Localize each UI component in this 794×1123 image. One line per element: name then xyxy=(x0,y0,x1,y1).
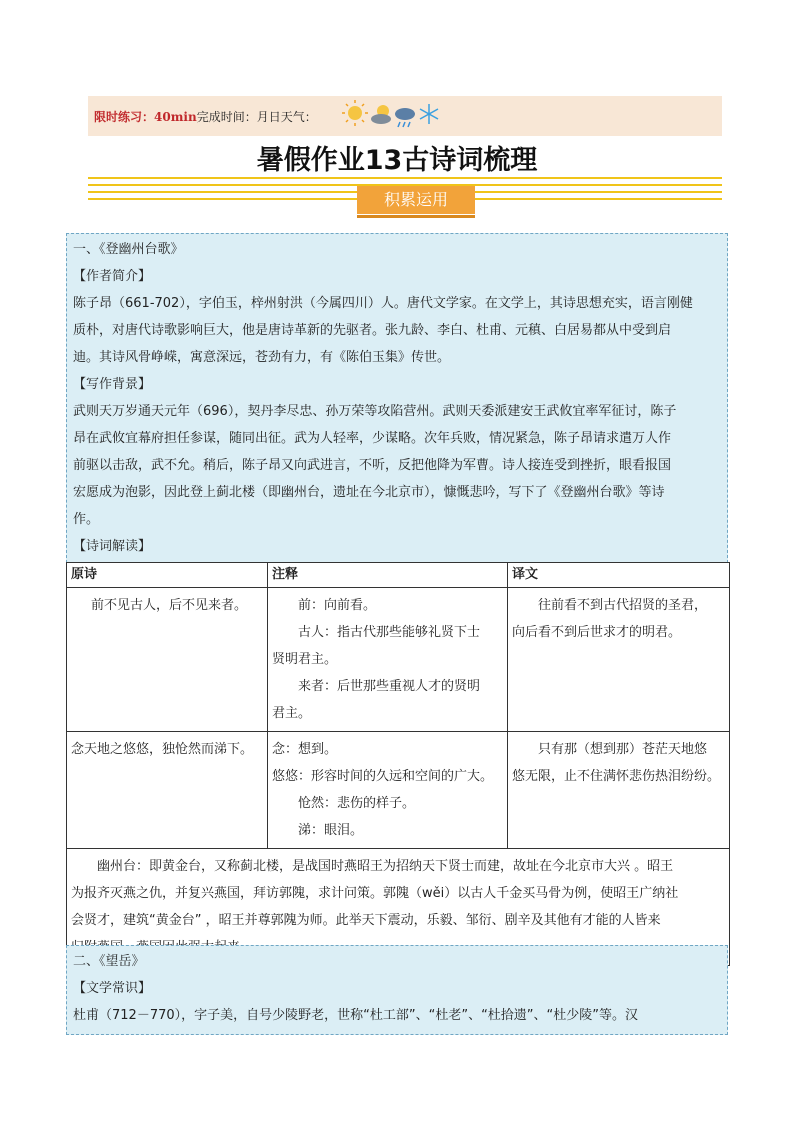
background-line: 武则天万岁通天元年（696），契丹李尽忠、孙万荣等攻陷营州。武则天委派建安王武攸宜率军征讨，陈子 xyxy=(73,404,677,419)
note-item: 悠悠：形容时间的久远和空间的广大。 xyxy=(272,769,494,784)
footnote-line: 为报齐灭燕之仇，并复兴燕国，拜访郭隗，求计问策。郭隗（wěi）以古人千金买马骨为例，使昭王广纳社 xyxy=(71,886,679,901)
note-item: 前：向前看。 xyxy=(298,598,377,613)
column-header: 注释 xyxy=(268,563,508,588)
background-line: 前驱以击敌，武不允。稍后，陈子昂又向武进言，不听，反把他降为军曹。诗人接连受到挫折，眼看报国 xyxy=(73,458,672,473)
author-heading: 【作者简介】 xyxy=(73,269,152,284)
snowflake-icon xyxy=(420,104,438,124)
partly-cloudy-icon xyxy=(371,105,391,124)
page-title: 暑假作业13古诗词梳理 xyxy=(256,145,538,176)
background-line: 昂在武攸宜幕府担任参谋，随同出征。武为人轻率，少谋略。次年兵败，情况紧急，陈子昂请求遣万人作 xyxy=(73,431,672,446)
weather-icons xyxy=(341,98,441,132)
interp-heading: 【诗词解读】 xyxy=(73,539,152,554)
note-item: 念：想到。 xyxy=(272,742,338,757)
author-line: 质朴，对唐代诗歌影响巨大，他是唐诗革新的先驱者。张九龄、李白、杜甫、元稹、白居易都从中受到启 xyxy=(73,323,672,338)
translation-line: 只有那（想到那）苍茫天地悠 xyxy=(538,742,708,757)
interpretation-table xyxy=(66,562,730,966)
column-header: 原诗 xyxy=(67,563,268,588)
column-header: 译文 xyxy=(508,563,730,588)
practice-label: 限时练习：40min完成时间：月日天气： xyxy=(94,110,317,124)
table-row xyxy=(67,588,730,732)
background-line: 作。 xyxy=(73,512,100,527)
poem-info-block-2 xyxy=(66,945,728,1035)
sun-icon xyxy=(342,100,368,126)
footnote-line: 幽州台：即黄金台，又称蓟北楼，是战国时燕昭王为招纳天下贤士而建，故址在今北京市大兴 。昭王 xyxy=(97,859,674,874)
translation-line: 向后看不到后世求才的明君。 xyxy=(512,625,682,640)
note-item: 怆然：悲伤的样子。 xyxy=(298,796,416,811)
poem-info-block-1 xyxy=(66,233,728,563)
background-heading: 【写作背景】 xyxy=(73,377,152,392)
background-line: 宏愿成为泡影，因此登上蓟北楼（即幽州台，遗址在今北京市），慷慨悲吟，写下了《登幽州台歌》等诗 xyxy=(73,485,665,500)
note-item: 涕：眼泪。 xyxy=(298,823,364,838)
table-header-row xyxy=(67,563,730,588)
block-heading: 二、《望岳》 xyxy=(73,954,145,969)
footnote-line: 会贤才，建筑“黄金台” ，昭王并尊郭隗为师。此举天下震动，乐毅、邹衍、剧辛及其他有才能的人皆来 xyxy=(71,913,661,928)
rain-cloud-icon xyxy=(395,108,415,127)
author-line: 陈子昂（661-702），字伯玉，梓州射洪（今属四川）人。唐代文学家。在文学上，其诗思想充实，语言刚健 xyxy=(73,296,693,311)
literature-heading: 【文学常识】 xyxy=(73,981,152,996)
note-item: 来者：后世那些重视人才的贤明 xyxy=(298,679,481,694)
note-item: 古人：指古代那些能够礼贤下士 xyxy=(298,625,481,640)
note-item: 君主。 xyxy=(272,706,312,721)
block-heading: 一、《登幽州台歌》 xyxy=(73,242,184,257)
translation-line: 往前看不到古代招贤的圣君， xyxy=(538,598,708,613)
note-item: 贤明君主。 xyxy=(272,652,338,667)
author-line: 迪。其诗风骨峥嵘，寓意深远，苍劲有力，有《陈伯玉集》传世。 xyxy=(73,350,451,365)
translation-line: 悠无限，止不住满怀悲伤热泪纷纷。 xyxy=(512,769,721,784)
poem-line: 前不见古人，后不见来者。 xyxy=(91,598,248,613)
poem-line: 念天地之悠悠，独怆然而涕下。 xyxy=(71,742,254,757)
literature-line: 杜甫（712－770），字子美，自号少陵野老，世称“杜工部”、“杜老”、“杜拾遗”、“杜少陵”等。汉 xyxy=(73,1008,639,1023)
table-row xyxy=(67,732,730,849)
section-label: 积累运用 xyxy=(357,186,475,214)
header-bar xyxy=(88,96,722,136)
